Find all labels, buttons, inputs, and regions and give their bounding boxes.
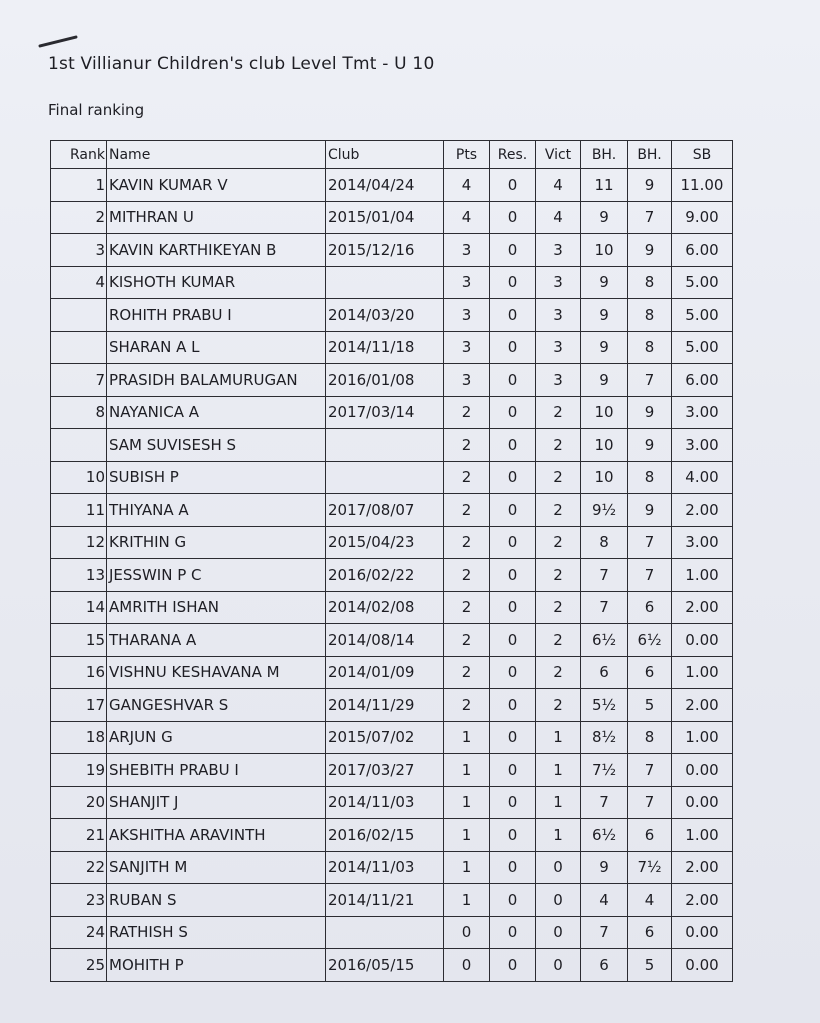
cell-bh-1: 9 — [581, 299, 628, 332]
table-row — [51, 396, 733, 429]
cell-name: NAYANICA A — [107, 396, 326, 429]
cell-vict: 4 — [536, 201, 581, 234]
cell-bh-1: 9 — [581, 201, 628, 234]
header-sb: SB — [672, 141, 733, 169]
table-row — [51, 916, 733, 949]
cell-vict: 3 — [536, 364, 581, 397]
table-row — [51, 559, 733, 592]
table-row — [51, 266, 733, 299]
cell-club: 2017/08/07 — [326, 494, 444, 527]
cell-vict: 2 — [536, 429, 581, 462]
cell-sb: 1.00 — [672, 656, 733, 689]
table-row — [51, 786, 733, 819]
cell-bh-1: 8½ — [581, 721, 628, 754]
cell-res: 0 — [490, 201, 536, 234]
cell-sb: 6.00 — [672, 234, 733, 267]
cell-sb: 2.00 — [672, 591, 733, 624]
cell-res: 0 — [490, 429, 536, 462]
cell-rank: 7 — [51, 364, 107, 397]
cell-res: 0 — [490, 526, 536, 559]
cell-pts: 1 — [444, 851, 490, 884]
header-rank: Rank — [51, 141, 107, 169]
cell-pts: 2 — [444, 591, 490, 624]
table-row — [51, 754, 733, 787]
cell-pts: 2 — [444, 526, 490, 559]
cell-pts: 1 — [444, 819, 490, 852]
cell-club: 2016/05/15 — [326, 949, 444, 982]
cell-name: KAVIN KUMAR V — [107, 169, 326, 202]
cell-vict: 2 — [536, 396, 581, 429]
cell-sb: 0.00 — [672, 754, 733, 787]
cell-bh-1: 9 — [581, 266, 628, 299]
cell-bh-2: 8 — [628, 721, 672, 754]
cell-res: 0 — [490, 461, 536, 494]
cell-bh-1: 7 — [581, 916, 628, 949]
cell-bh-2: 8 — [628, 331, 672, 364]
cell-vict: 3 — [536, 266, 581, 299]
cell-pts: 2 — [444, 559, 490, 592]
cell-name: RATHISH S — [107, 916, 326, 949]
cell-bh-1: 9½ — [581, 494, 628, 527]
cell-bh-2: 9 — [628, 169, 672, 202]
table-row — [51, 819, 733, 852]
cell-rank: 13 — [51, 559, 107, 592]
cell-club — [326, 916, 444, 949]
cell-rank: 11 — [51, 494, 107, 527]
cell-res: 0 — [490, 624, 536, 657]
cell-sb: 0.00 — [672, 916, 733, 949]
cell-name: JESSWIN P C — [107, 559, 326, 592]
cell-vict: 2 — [536, 689, 581, 722]
cell-bh-2: 7 — [628, 754, 672, 787]
cell-bh-1: 4 — [581, 884, 628, 917]
cell-bh-2: 6 — [628, 916, 672, 949]
cell-sb: 5.00 — [672, 299, 733, 332]
cell-name: SANJITH M — [107, 851, 326, 884]
cell-bh-1: 10 — [581, 429, 628, 462]
cell-bh-2: 6 — [628, 819, 672, 852]
cell-name: MITHRAN U — [107, 201, 326, 234]
cell-bh-2: 5 — [628, 949, 672, 982]
cell-rank: 8 — [51, 396, 107, 429]
cell-vict: 3 — [536, 234, 581, 267]
cell-bh-2: 5 — [628, 689, 672, 722]
cell-sb: 9.00 — [672, 201, 733, 234]
header-res: Res. — [490, 141, 536, 169]
cell-club — [326, 429, 444, 462]
cell-res: 0 — [490, 721, 536, 754]
cell-name: PRASIDH BALAMURUGAN — [107, 364, 326, 397]
cell-club — [326, 266, 444, 299]
cell-pts: 1 — [444, 884, 490, 917]
table-row — [51, 299, 733, 332]
cell-res: 0 — [490, 396, 536, 429]
cell-pts: 4 — [444, 201, 490, 234]
cell-rank: 17 — [51, 689, 107, 722]
cell-rank: 20 — [51, 786, 107, 819]
cell-bh-1: 6½ — [581, 819, 628, 852]
cell-rank: 14 — [51, 591, 107, 624]
cell-rank: 24 — [51, 916, 107, 949]
cell-res: 0 — [490, 819, 536, 852]
table-row — [51, 169, 733, 202]
cell-bh-2: 8 — [628, 266, 672, 299]
cell-res: 0 — [490, 494, 536, 527]
cell-name: KISHOTH KUMAR — [107, 266, 326, 299]
cell-pts: 2 — [444, 689, 490, 722]
cell-rank — [51, 299, 107, 332]
cell-name: SHARAN A L — [107, 331, 326, 364]
cell-vict: 1 — [536, 721, 581, 754]
cell-sb: 0.00 — [672, 624, 733, 657]
cell-club: 2016/01/08 — [326, 364, 444, 397]
table-row — [51, 429, 733, 462]
cell-pts: 2 — [444, 656, 490, 689]
cell-bh-2: 7 — [628, 364, 672, 397]
cell-rank: 25 — [51, 949, 107, 982]
cell-bh-1: 6 — [581, 656, 628, 689]
cell-rank: 1 — [51, 169, 107, 202]
pen-mark — [38, 35, 78, 48]
cell-bh-2: 9 — [628, 429, 672, 462]
cell-pts: 3 — [444, 299, 490, 332]
cell-bh-1: 9 — [581, 364, 628, 397]
cell-bh-2: 6½ — [628, 624, 672, 657]
cell-name: KAVIN KARTHIKEYAN B — [107, 234, 326, 267]
cell-sb: 11.00 — [672, 169, 733, 202]
cell-sb: 5.00 — [672, 266, 733, 299]
cell-club: 2014/03/20 — [326, 299, 444, 332]
table-row — [51, 461, 733, 494]
cell-club: 2014/04/24 — [326, 169, 444, 202]
header-club: Club — [326, 141, 444, 169]
cell-pts: 1 — [444, 786, 490, 819]
cell-vict: 2 — [536, 461, 581, 494]
cell-club: 2014/11/18 — [326, 331, 444, 364]
cell-vict: 2 — [536, 624, 581, 657]
cell-sb: 5.00 — [672, 331, 733, 364]
cell-bh-2: 7 — [628, 201, 672, 234]
cell-rank: 19 — [51, 754, 107, 787]
cell-bh-1: 10 — [581, 461, 628, 494]
cell-vict: 0 — [536, 884, 581, 917]
cell-bh-1: 7½ — [581, 754, 628, 787]
cell-bh-1: 6½ — [581, 624, 628, 657]
cell-vict: 3 — [536, 299, 581, 332]
cell-bh-1: 7 — [581, 591, 628, 624]
cell-res: 0 — [490, 266, 536, 299]
cell-pts: 2 — [444, 396, 490, 429]
cell-sb: 6.00 — [672, 364, 733, 397]
cell-pts: 0 — [444, 916, 490, 949]
cell-name: THARANA A — [107, 624, 326, 657]
cell-bh-2: 9 — [628, 396, 672, 429]
cell-rank: 2 — [51, 201, 107, 234]
cell-vict: 3 — [536, 331, 581, 364]
cell-name: VISHNU KESHAVANA M — [107, 656, 326, 689]
cell-pts: 2 — [444, 494, 490, 527]
cell-vict: 0 — [536, 851, 581, 884]
cell-name: THIYANA A — [107, 494, 326, 527]
cell-club: 2015/01/04 — [326, 201, 444, 234]
table-row — [51, 364, 733, 397]
cell-sb: 2.00 — [672, 494, 733, 527]
cell-res: 0 — [490, 591, 536, 624]
cell-sb: 1.00 — [672, 559, 733, 592]
cell-rank: 15 — [51, 624, 107, 657]
table-row — [51, 656, 733, 689]
cell-sb: 0.00 — [672, 786, 733, 819]
cell-pts: 3 — [444, 364, 490, 397]
cell-res: 0 — [490, 656, 536, 689]
table-row — [51, 949, 733, 982]
cell-rank: 18 — [51, 721, 107, 754]
header-vict: Vict — [536, 141, 581, 169]
cell-name: KRITHIN G — [107, 526, 326, 559]
cell-sb: 0.00 — [672, 949, 733, 982]
cell-res: 0 — [490, 754, 536, 787]
cell-club: 2014/11/29 — [326, 689, 444, 722]
cell-bh-1: 7 — [581, 786, 628, 819]
cell-res: 0 — [490, 949, 536, 982]
cell-bh-2: 8 — [628, 461, 672, 494]
cell-bh-2: 4 — [628, 884, 672, 917]
cell-rank — [51, 429, 107, 462]
table-row — [51, 721, 733, 754]
cell-name: AKSHITHA ARAVINTH — [107, 819, 326, 852]
cell-bh-2: 7 — [628, 786, 672, 819]
cell-vict: 0 — [536, 916, 581, 949]
cell-bh-1: 5½ — [581, 689, 628, 722]
cell-club: 2017/03/27 — [326, 754, 444, 787]
cell-bh-2: 8 — [628, 299, 672, 332]
table-row — [51, 494, 733, 527]
cell-pts: 1 — [444, 754, 490, 787]
cell-club: 2015/04/23 — [326, 526, 444, 559]
cell-name: SHANJIT J — [107, 786, 326, 819]
cell-rank: 3 — [51, 234, 107, 267]
cell-name: GANGESHVAR S — [107, 689, 326, 722]
cell-club — [326, 461, 444, 494]
cell-res: 0 — [490, 169, 536, 202]
cell-club: 2016/02/22 — [326, 559, 444, 592]
cell-bh-2: 9 — [628, 234, 672, 267]
cell-bh-1: 9 — [581, 851, 628, 884]
table-row — [51, 526, 733, 559]
cell-name: ROHITH PRABU I — [107, 299, 326, 332]
cell-bh-2: 7 — [628, 526, 672, 559]
cell-bh-2: 7½ — [628, 851, 672, 884]
cell-bh-1: 9 — [581, 331, 628, 364]
cell-pts: 3 — [444, 331, 490, 364]
header-bh-1: BH. — [581, 141, 628, 169]
cell-res: 0 — [490, 884, 536, 917]
cell-sb: 1.00 — [672, 721, 733, 754]
table-row — [51, 689, 733, 722]
cell-club: 2014/08/14 — [326, 624, 444, 657]
cell-rank: 12 — [51, 526, 107, 559]
cell-vict: 2 — [536, 526, 581, 559]
cell-club: 2014/01/09 — [326, 656, 444, 689]
cell-name: SHEBITH PRABU I — [107, 754, 326, 787]
cell-name: AMRITH ISHAN — [107, 591, 326, 624]
cell-pts: 0 — [444, 949, 490, 982]
cell-sb: 4.00 — [672, 461, 733, 494]
cell-vict: 1 — [536, 754, 581, 787]
cell-res: 0 — [490, 364, 536, 397]
cell-res: 0 — [490, 689, 536, 722]
table-row — [51, 331, 733, 364]
cell-res: 0 — [490, 851, 536, 884]
cell-club: 2014/11/21 — [326, 884, 444, 917]
cell-bh-1: 11 — [581, 169, 628, 202]
cell-club: 2015/12/16 — [326, 234, 444, 267]
cell-sb: 3.00 — [672, 429, 733, 462]
cell-bh-1: 6 — [581, 949, 628, 982]
cell-bh-1: 10 — [581, 396, 628, 429]
cell-sb: 2.00 — [672, 689, 733, 722]
cell-res: 0 — [490, 234, 536, 267]
cell-club: 2017/03/14 — [326, 396, 444, 429]
table-row — [51, 884, 733, 917]
cell-vict: 2 — [536, 494, 581, 527]
cell-pts: 2 — [444, 461, 490, 494]
cell-pts: 1 — [444, 721, 490, 754]
cell-pts: 2 — [444, 429, 490, 462]
cell-res: 0 — [490, 786, 536, 819]
cell-sb: 2.00 — [672, 851, 733, 884]
cell-rank: 4 — [51, 266, 107, 299]
header-pts: Pts — [444, 141, 490, 169]
cell-rank: 21 — [51, 819, 107, 852]
cell-sb: 1.00 — [672, 819, 733, 852]
table-header-row — [51, 141, 733, 169]
cell-club: 2014/02/08 — [326, 591, 444, 624]
cell-pts: 4 — [444, 169, 490, 202]
cell-bh-2: 7 — [628, 559, 672, 592]
cell-vict: 1 — [536, 819, 581, 852]
cell-rank: 23 — [51, 884, 107, 917]
cell-vict: 1 — [536, 786, 581, 819]
cell-vict: 2 — [536, 559, 581, 592]
table-body — [51, 169, 733, 982]
cell-sb: 3.00 — [672, 396, 733, 429]
cell-name: RUBAN S — [107, 884, 326, 917]
cell-res: 0 — [490, 559, 536, 592]
cell-rank: 10 — [51, 461, 107, 494]
table-row — [51, 851, 733, 884]
document-title: 1st Villianur Children's club Level Tmt - U 10 — [48, 54, 435, 74]
cell-rank — [51, 331, 107, 364]
cell-bh-2: 6 — [628, 656, 672, 689]
table-row — [51, 591, 733, 624]
cell-vict: 0 — [536, 949, 581, 982]
cell-vict: 2 — [536, 656, 581, 689]
cell-res: 0 — [490, 331, 536, 364]
cell-bh-2: 6 — [628, 591, 672, 624]
cell-vict: 2 — [536, 591, 581, 624]
cell-name: SAM SUVISESH S — [107, 429, 326, 462]
cell-res: 0 — [490, 916, 536, 949]
cell-club: 2014/11/03 — [326, 786, 444, 819]
cell-bh-1: 7 — [581, 559, 628, 592]
cell-club: 2015/07/02 — [326, 721, 444, 754]
cell-vict: 4 — [536, 169, 581, 202]
cell-rank: 16 — [51, 656, 107, 689]
header-bh-2: BH. — [628, 141, 672, 169]
cell-name: SUBISH P — [107, 461, 326, 494]
table-row — [51, 201, 733, 234]
cell-bh-1: 10 — [581, 234, 628, 267]
cell-club: 2014/11/03 — [326, 851, 444, 884]
table-row — [51, 624, 733, 657]
cell-club: 2016/02/15 — [326, 819, 444, 852]
table-row — [51, 234, 733, 267]
cell-bh-2: 9 — [628, 494, 672, 527]
document-subtitle: Final ranking — [48, 101, 145, 119]
cell-name: ARJUN G — [107, 721, 326, 754]
cell-bh-1: 8 — [581, 526, 628, 559]
cell-res: 0 — [490, 299, 536, 332]
ranking-table — [50, 140, 733, 982]
cell-name: MOHITH P — [107, 949, 326, 982]
cell-pts: 2 — [444, 624, 490, 657]
cell-pts: 3 — [444, 234, 490, 267]
cell-pts: 3 — [444, 266, 490, 299]
cell-sb: 2.00 — [672, 884, 733, 917]
cell-sb: 3.00 — [672, 526, 733, 559]
cell-rank: 22 — [51, 851, 107, 884]
header-name: Name — [107, 141, 326, 169]
